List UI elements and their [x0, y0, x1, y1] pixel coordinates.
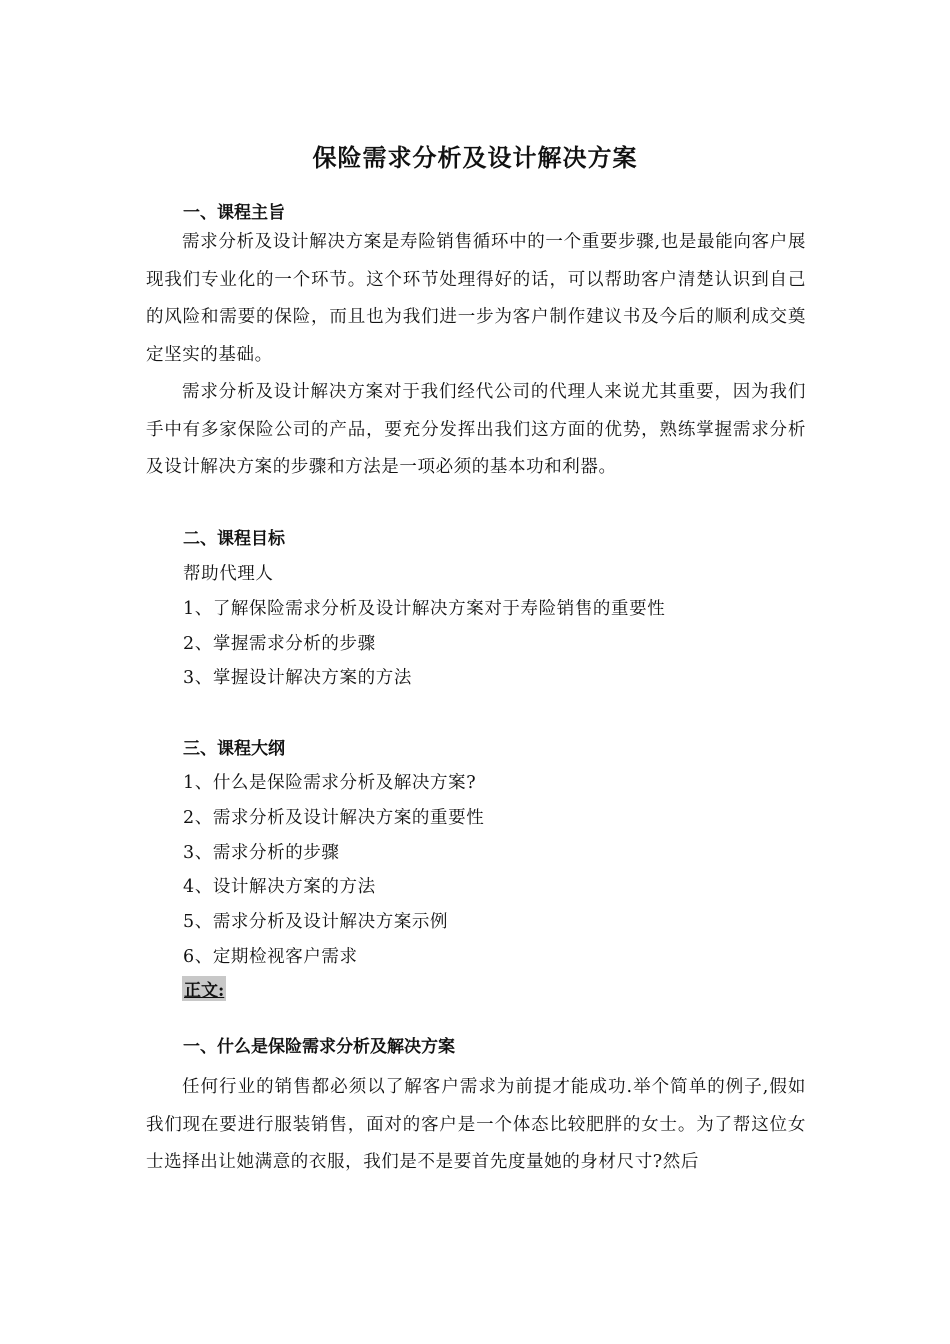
list-item: 6、定期检视客户需求	[183, 947, 358, 967]
body-paragraph: 任何行业的销售都必须以了解客户需求为前提才能成功.举个简单的例子,假如我们现在要进行服装销售，面对的客户是一个体态比较肥胖的女士。为了帮这位女士选择出让她满意的衣服，我们是不是要首先度量她的身材尺寸?然后	[146, 1077, 806, 1172]
paragraph-purpose-1: 需求分析及设计解决方案是寿险销售循环中的一个重要步骤,也是最能向客户展现我们专业化的一个环节。这个环节处理得好的话，可以帮助客户清楚认识到自己的风险和需要的保险，而且也为我们进一步为客户制作建议书及今后的顺利成交奠定坚实的基础。	[146, 232, 806, 365]
paragraph-purpose-2: 需求分析及设计解决方案对于我们经代公司的代理人来说尤其重要，因为我们手中有多家保险公司的产品，要充分发挥出我们这方面的优势，熟练掌握需求分析及设计解决方案的步骤和方法是一项必须的基本功和利器。	[146, 382, 806, 477]
list-item: 3、需求分析的步骤	[183, 843, 340, 863]
list-item: 3、掌握设计解决方案的方法	[183, 668, 412, 688]
list-item: 1、什么是保险需求分析及解决方案?	[183, 773, 477, 793]
body-section-heading: 一、什么是保险需求分析及解决方案	[183, 1037, 455, 1057]
list-item: 1、了解保险需求分析及设计解决方案对于寿险销售的重要性	[183, 599, 666, 619]
list-item: 2、掌握需求分析的步骤	[183, 634, 376, 654]
section-heading-course-outline: 三、课程大纲	[183, 739, 285, 759]
list-item: 4、设计解决方案的方法	[183, 877, 376, 897]
section-heading-course-purpose: 一、课程主旨	[183, 203, 285, 223]
list-item: 5、需求分析及设计解决方案示例	[183, 912, 449, 932]
document-title: 保险需求分析及设计解决方案	[312, 143, 638, 172]
goals-intro: 帮助代理人	[183, 564, 274, 584]
section-heading-course-goals: 二、课程目标	[183, 529, 285, 549]
list-item: 2、需求分析及设计解决方案的重要性	[183, 808, 485, 828]
body-label: 正文:	[182, 976, 226, 1001]
